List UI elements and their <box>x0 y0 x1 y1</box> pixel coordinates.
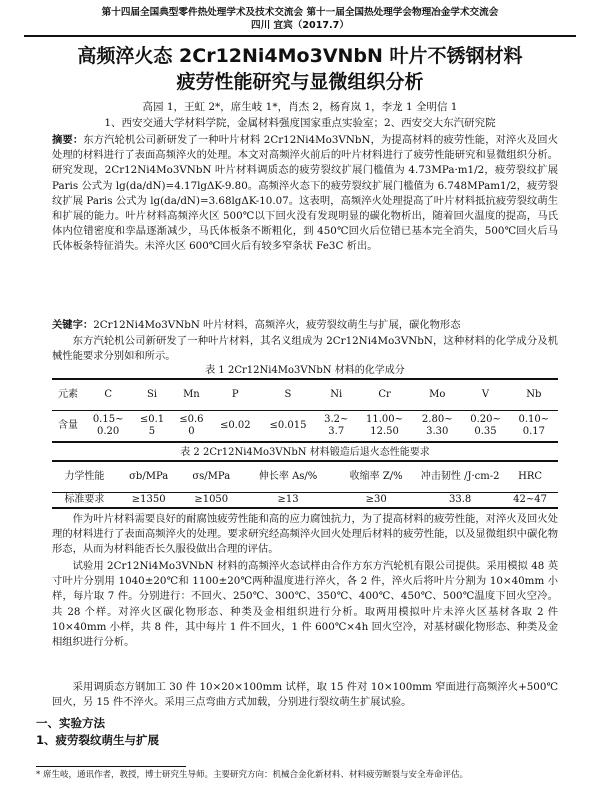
table-header-cell: 元素 <box>52 379 84 411</box>
table-header-cell: 冲击韧性 /J·cm-2 <box>418 461 502 493</box>
table-header-cell: Nb <box>510 379 558 411</box>
table-header-cell: HRC <box>502 461 558 493</box>
abstract-text: 东方汽轮机公司新研发了一种叶片材料 2Cr12Ni4Mo3VNbN，为提高材料的疲劳性能，对淬火及回火处理的材料进行了表面高频淬火的处理。本文对高频淬火前后的叶片材料进行了疲劳性能研究和显微组织分析。研究发现，2Cr12Ni4Mo3VNbN 叶片材料调质态的疲劳裂纹扩展门槛值为 4.73MPa·m1/2，疲劳裂纹扩展 Paris 公式为 lg(da/dN)=4.17lgΔK-9.80。高频淬火态下的疲劳裂纹扩展门槛值为 6.748MPam1/2，疲劳裂纹扩展 Paris 公式为 lg(da/dN)=3.68lgΔK-10.07。这表明，高频淬火处理提高了叶片材料抵抗疲劳裂纹萌生和扩展的能力。叶片材料高频淬火区 500℃以下回火没有发现明显的碳化物析出，随着回火温度的提高，马氏体内位错密度和孪晶逐渐减少，马氏体板条不断粗化，到 450℃回火后位错已基本完全消失，500℃回火后马氏体板条特征消失。未淬火区 600℃回火后有较多窄条状 Fe3C 析出。 <box>52 134 559 253</box>
table-row <box>52 379 558 411</box>
table-header-cell: P <box>211 379 259 411</box>
table2-caption: 表 2 2Cr12Ni4Mo3VNbN 材料锻造后退火态性能要求 <box>180 447 430 458</box>
table-cell: 33.8 <box>418 493 502 509</box>
table-cell: 3.2~ 3.7 <box>317 411 356 443</box>
table-row <box>52 461 558 493</box>
conference-header: 第十四届全国典型零件热处理学术及技术交流会 第十一届全国热处理学会物理冶金学术交流会 <box>101 7 499 18</box>
table-header-cell: σs/MPa <box>180 461 242 493</box>
table-header-cell: 力学性能 <box>52 461 117 493</box>
table-cell: 0.10~ 0.17 <box>510 411 558 443</box>
table-cell: ≥30 <box>334 493 418 509</box>
table-header-cell: Mn <box>172 379 211 411</box>
table-cell: ≥1350 <box>117 493 181 509</box>
table1-caption: 表 1 2Cr12Ni4Mo3VNbN 材料的化学成分 <box>205 365 405 376</box>
table-header-cell: 收缩率 Z/% <box>334 461 418 493</box>
table-header-cell: Cr <box>356 379 413 411</box>
table-cell: ≤0.1 5 <box>132 411 171 443</box>
table-cell: 11.00~ 12.50 <box>356 411 413 443</box>
table-header-cell: Mo <box>413 379 461 411</box>
affiliations: 1、西安交通大学材料学院，金属材料强度国家重点实验室；2、西安交大东汽研究院 <box>104 117 496 129</box>
paper-title-line2: 疲劳性能研究与显微组织分析 <box>176 71 424 93</box>
table-header-cell: C <box>84 379 132 411</box>
paper-title-line1: 高频淬火态 2Cr12Ni4Mo3VNbN 叶片不锈钢材料 <box>77 45 523 67</box>
body-paragraph: 作为叶片材料需要良好的耐腐蚀疲劳性能和高的应力腐蚀抗力，为了提高材料的疲劳性能，对淬火及回火处理的材料进行了表面高频淬火的处理。要求研究经高频淬火回火处理后材料的疲劳性能，以及显微组织中碳化物形态，从而为材料能否长久服役做出合理的评估。 <box>52 513 558 556</box>
abstract-label: 摘要： <box>52 134 84 146</box>
table-cell: 42~47 <box>502 493 558 509</box>
table-header-cell: σb/MPa <box>117 461 181 493</box>
keywords <box>52 318 558 333</box>
table-header-cell: 伸长率 As/% <box>242 461 334 493</box>
chemical-composition-table <box>52 378 558 443</box>
table-cell: ≥13 <box>242 493 334 509</box>
keywords-label: 关键字： <box>52 319 94 331</box>
table-row <box>52 493 558 509</box>
mechanical-property-table <box>52 460 558 509</box>
body-paragraph: 试验用 2Cr12Ni4Mo3VNbN 材料的高频淬火态试样由合作方东方汽轮机有限公司提供。采用模拟 48 英寸叶片分别用 1040±20℃和 1100±20℃两种温度进行淬火，各 2 件，淬火后将叶片分割为 10×40mm 小样，每片取 7 件。分别进行：不回火、250℃、300℃、350℃、400℃、450℃、500℃温度下回火空冷。共 28 个样。对淬火区碳化物形态、种类及金相组织进行分析。取两用模拟叶片未淬火区基材各取 2 件 10×40mm 小样，共 8 件，其中每片 1 件不回火，1 件 600℃×4h 回火空冷，对基材碳化物形态、种类及金相组织进行分析。 <box>52 560 558 649</box>
table-row <box>52 411 558 443</box>
table-cell: ≤0.015 <box>259 411 316 443</box>
body-paragraph: 采用调质态方钢加工 30 件 10×20×100mm 试样，取 15 件对 10×100mm 窄面进行高频淬火+500℃回火，另 15 件不淬火。采用三点弯曲方式加载，分别进行裂纹萌生扩展试验。 <box>52 681 558 709</box>
abstract <box>52 133 558 255</box>
table-cell: 标准要求 <box>52 493 117 509</box>
table-cell: 含量 <box>52 411 84 443</box>
section-heading: 一、实验方法 <box>36 716 105 730</box>
author-list: 高园 1，王虹 2*，席生岐 1*，肖杰 2，杨育岚 1，李龙 1 全明信 1 <box>142 101 458 113</box>
table-cell: ≤0.02 <box>211 411 259 443</box>
table-cell: 2.80~ 3.30 <box>413 411 461 443</box>
table-cell: 0.15~ 0.20 <box>84 411 132 443</box>
table-header-cell: S <box>259 379 316 411</box>
conference-location: 四川 宜宾（2017.7） <box>251 20 349 31</box>
footnote: * 席生岐，通讯作者，教授，博士研究生导师。主要研究方向：机械合金化新材料、材料疲劳断裂与安全寿命评估。 <box>36 770 468 780</box>
table-header-cell: Si <box>132 379 171 411</box>
table-header-cell: V <box>461 379 509 411</box>
table-cell: ≥1050 <box>180 493 242 509</box>
table-header-cell: Ni <box>317 379 356 411</box>
subsection-heading: 1、疲劳裂纹萌生与扩展 <box>36 733 160 747</box>
table-cell: 0.20~ 0.35 <box>461 411 509 443</box>
header-rule <box>24 35 576 37</box>
footnote-rule <box>36 766 186 767</box>
intro-paragraph: 东方汽轮机公司新研发了一种叶片材料，其名义组成为 2Cr12Ni4Mo3VNbN，这种材料的化学成分及机械性能要求分别如和所示。 <box>52 335 558 363</box>
table-cell: ≤0.6 0 <box>172 411 211 443</box>
keywords-text: 2Cr12Ni4Mo3VNbN 叶片材料，高频淬火，疲劳裂纹萌生与扩展，碳化物形态 <box>93 319 461 331</box>
